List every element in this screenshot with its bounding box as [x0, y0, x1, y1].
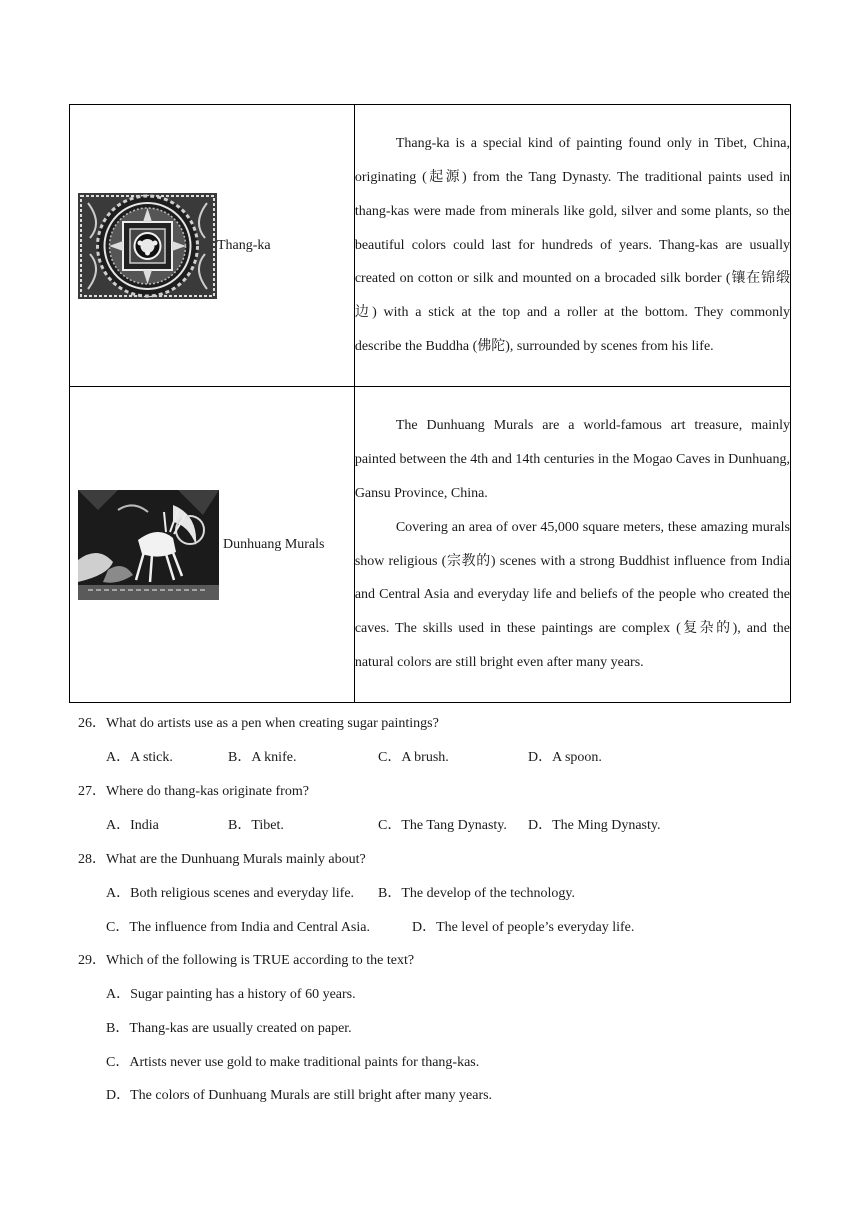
table-cell-right: [354, 105, 790, 387]
option-27-a[interactable]: A．India: [106, 818, 159, 833]
option-28-d[interactable]: D．The level of people’s everyday life.: [412, 920, 635, 935]
row-label: Thang-ka: [217, 237, 271, 253]
option-29-b[interactable]: B．Thang-kas are usually created on paper.: [106, 1021, 352, 1036]
reading-table: [69, 104, 791, 703]
option-28-a[interactable]: A．Both religious scenes and everyday life.: [106, 886, 355, 901]
option-26-b[interactable]: B．A knife.: [228, 750, 297, 765]
table-cell-right: [354, 387, 790, 703]
question-28: 28．What are the Dunhuang Murals mainly about?: [78, 852, 366, 867]
option-29-c[interactable]: C．Artists never use gold to make traditional paints for thang-kas.: [106, 1055, 480, 1070]
mandala-image: [78, 193, 217, 299]
option-26-d[interactable]: D．A spoon.: [528, 750, 602, 765]
option-27-c[interactable]: C．The Tang Dynasty.: [378, 818, 507, 833]
option-28-c[interactable]: C．The influence from India and Central Asia.: [106, 920, 370, 935]
paragraph: The Dunhuang Murals are a world-famous art treasure, mainly painted between the 4th and 14th centuries in the Mogao Caves in Dunhuang, Gansu Province, China.: [354, 418, 790, 501]
paragraph: Thang-ka is a special kind of painting found only in Tibet, China, originating (起源) from the Tang Dynasty. The traditional paints used in thang-kas were made from minerals like gold, silver and some plants, so the beautiful colors could last for hundreds of years. Thang-kas are usually created on cotton or silk and mounted on a brocaded silk border (镶在锦缎边) with a stick at the top and a roller at the bottom. They commonly describe the Buddha (佛陀), surrounded by scenes from his life.: [354, 136, 790, 354]
option-29-a[interactable]: A．Sugar painting has a history of 60 years.: [106, 987, 356, 1002]
table-cell-left: [70, 387, 355, 703]
option-26-a[interactable]: A．A stick.: [106, 750, 173, 765]
question-29: 29．Which of the following is TRUE according to the text?: [78, 953, 415, 968]
question-26: 26．What do artists use as a pen when creating sugar paintings?: [78, 716, 439, 731]
option-29-d[interactable]: D．The colors of Dunhuang Murals are still bright after many years.: [106, 1088, 493, 1103]
row-label: Dunhuang Murals: [223, 536, 325, 552]
question-27: 27．Where do thang-kas originate from?: [78, 784, 309, 799]
option-27-d[interactable]: D．The Ming Dynasty.: [528, 818, 661, 833]
mural-deer-image: [78, 490, 219, 600]
option-27-b[interactable]: B．Tibet.: [228, 818, 284, 833]
table-row: [70, 105, 791, 387]
option-28-b[interactable]: B．The develop of the technology.: [378, 886, 575, 901]
paragraph: Covering an area of over 45,000 square meters, these amazing murals show religious (宗教的) scenes with a strong Buddhist influence from India and Central Asia and everyday life and beliefs of the people who created the caves. The skills used in these paintings are complex (复杂的), and the natural colors are still bright even after many years.: [354, 519, 790, 670]
table-cell-left: [70, 105, 355, 387]
option-26-c[interactable]: C．A brush.: [378, 750, 449, 765]
table-row: [70, 387, 791, 703]
